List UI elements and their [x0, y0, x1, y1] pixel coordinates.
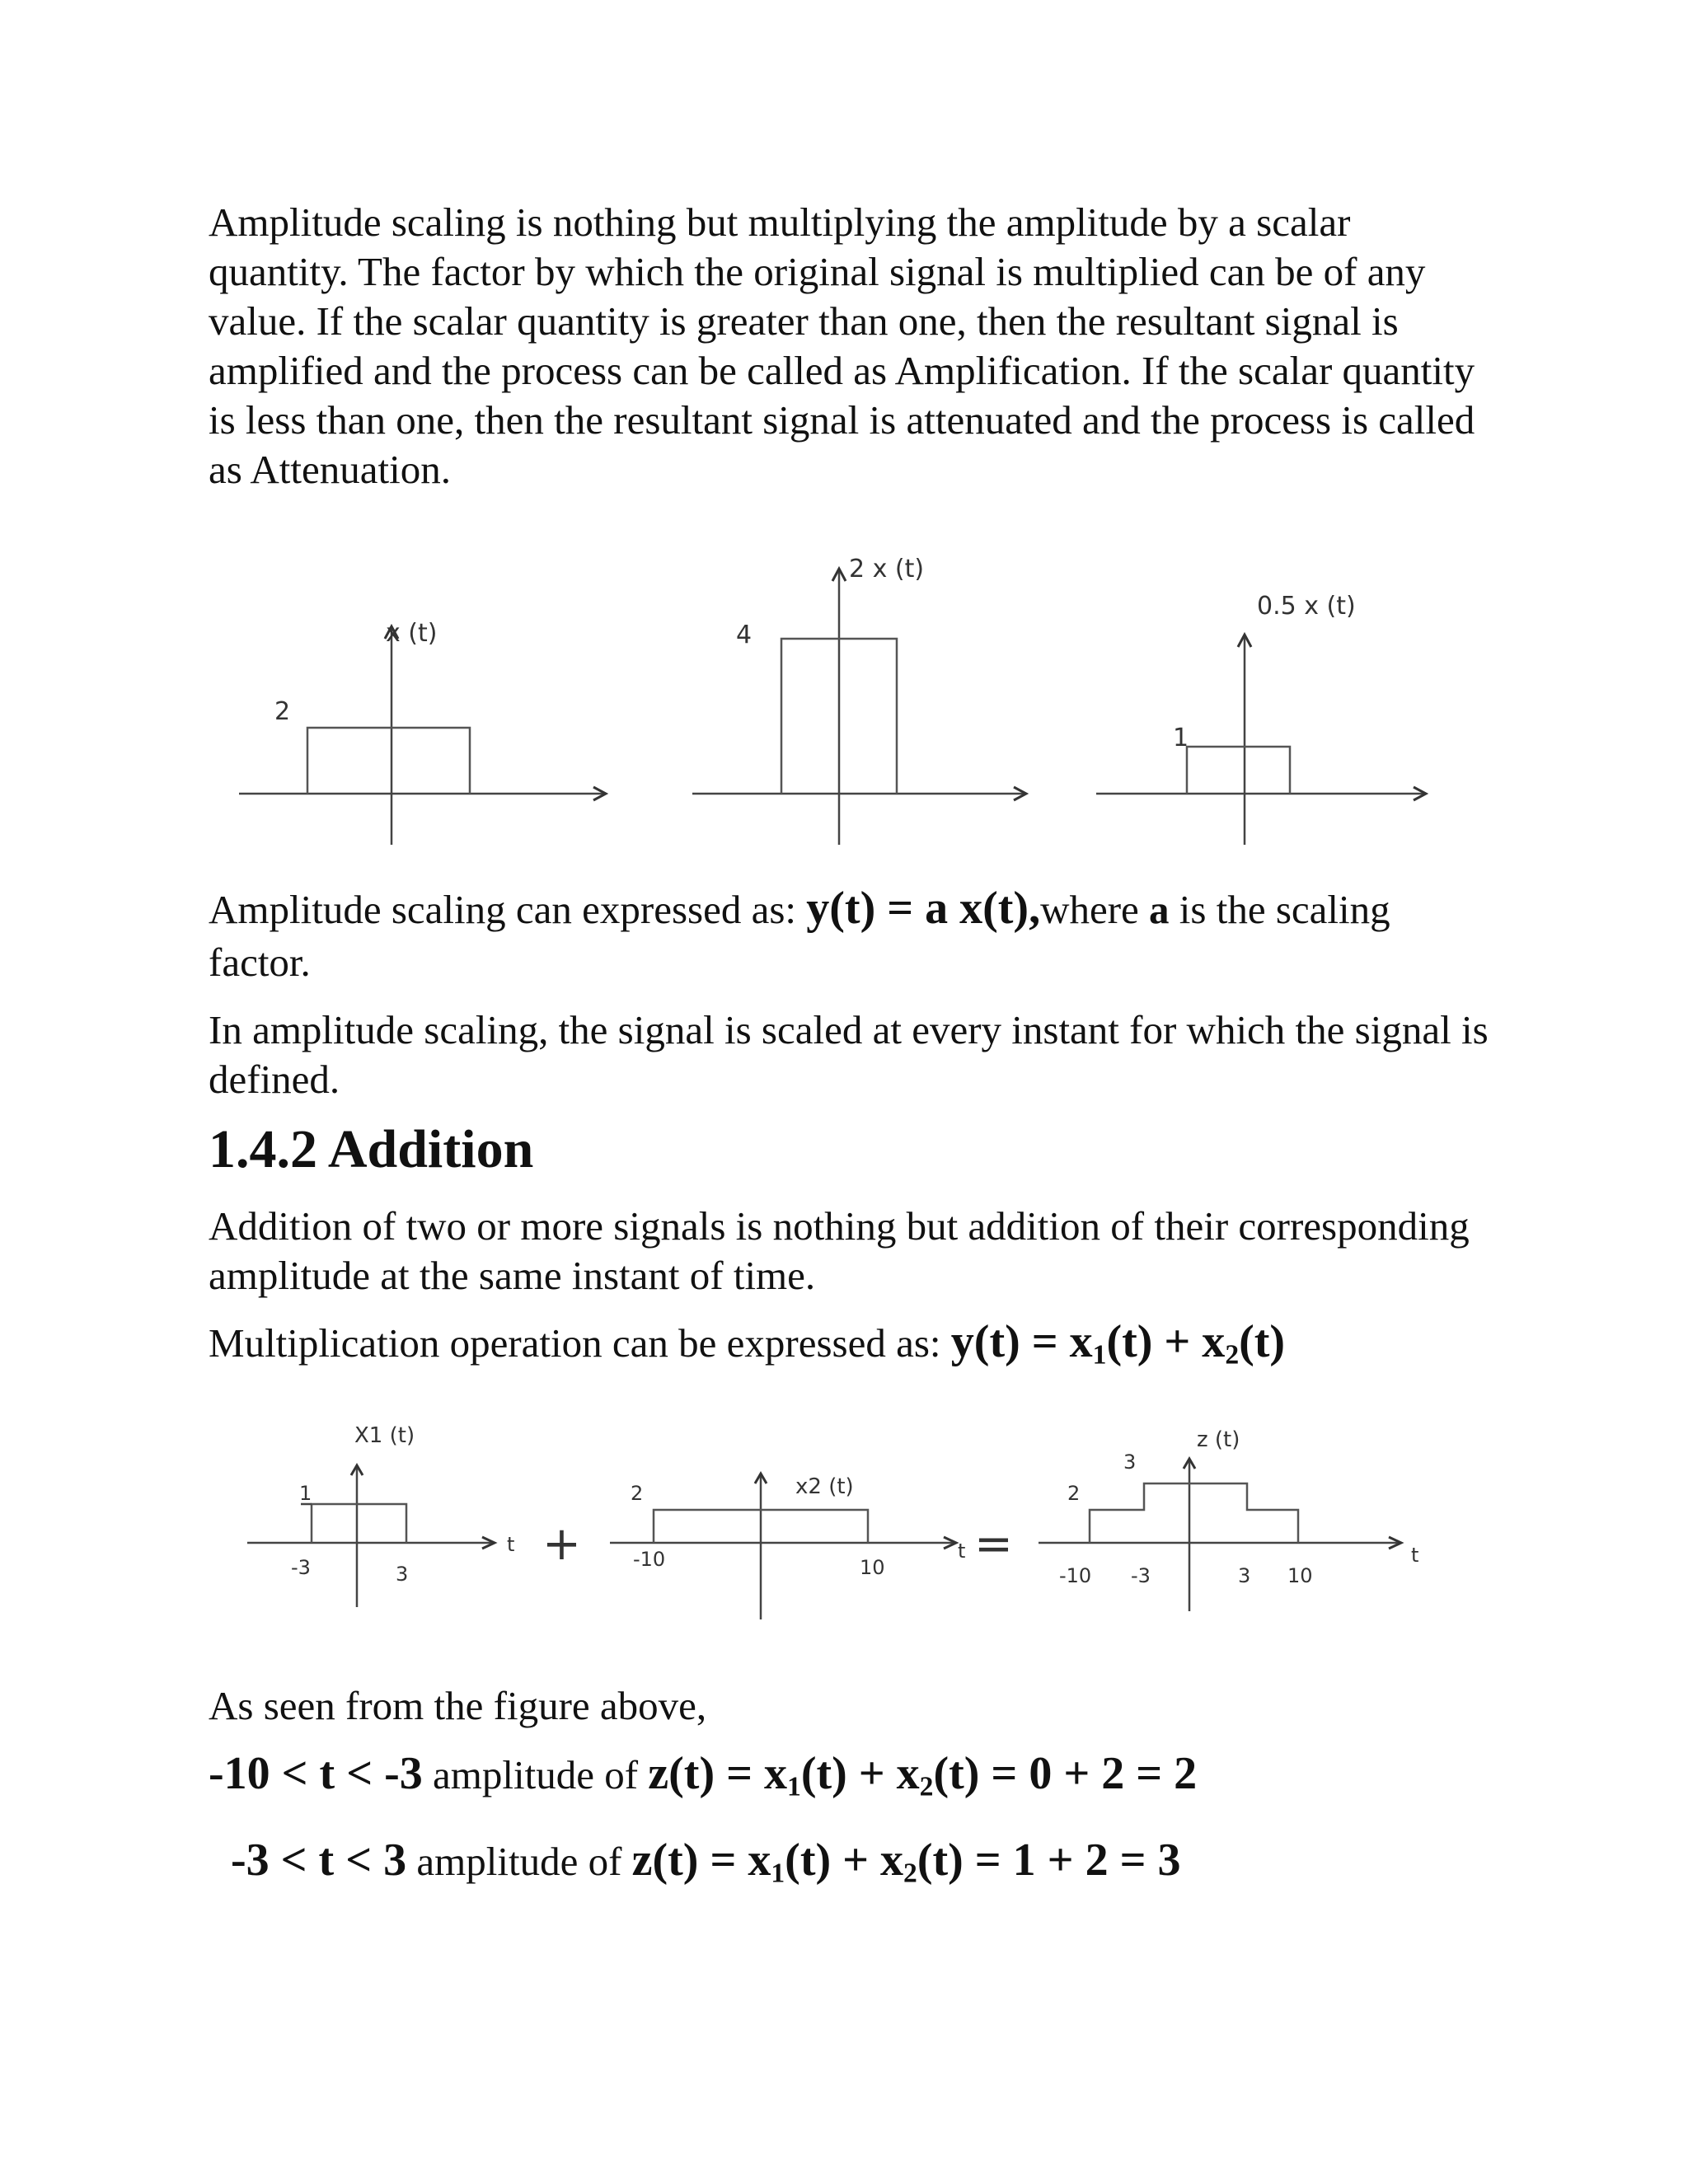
- x2-axis-label: t: [958, 1540, 966, 1563]
- addition-equation: [950, 1316, 1286, 1371]
- eq1-part: z(t) = x: [648, 1748, 788, 1799]
- x1-tmin: -3: [291, 1556, 311, 1579]
- section-heading: 1.4.2 Addition: [209, 1119, 534, 1179]
- plot-z-t: [1039, 1427, 1418, 1611]
- z-amplitude-outer: 2: [1067, 1482, 1081, 1505]
- x1-tmax: 3: [396, 1563, 409, 1586]
- z-axis-label: t: [1411, 1544, 1419, 1567]
- x2-tmax: 10: [860, 1556, 885, 1579]
- plot-x-t: [239, 619, 606, 845]
- eq1-sub: 2: [919, 1771, 934, 1802]
- scaling-variable: a: [1149, 887, 1170, 932]
- eq1-sub: 1: [787, 1771, 801, 1802]
- figure-reference-paragraph: As seen from the figure above,: [209, 1683, 707, 1728]
- plus-sign: +: [542, 1517, 581, 1571]
- line1-text: amplitude of: [422, 1752, 649, 1797]
- range-1: -10 < t < -3: [209, 1748, 423, 1799]
- addition-eq-part: y(t) = x: [950, 1316, 1093, 1367]
- plot-x1-t: [247, 1423, 514, 1607]
- plot-05x-t-amplitude: 1: [1173, 724, 1189, 752]
- plot-x-t-label: x (t): [386, 619, 438, 648]
- eq1-part: (t) = 0 + 2 = 2: [933, 1748, 1198, 1799]
- addition-eq-part: (t): [1239, 1316, 1286, 1367]
- scaling-expression-mid: where: [1040, 887, 1150, 932]
- signal-addition-figure: [0, 1418, 1688, 1632]
- eq2-sub: 2: [903, 1858, 917, 1889]
- plot-2x-t-amplitude: 4: [736, 621, 753, 649]
- scaling-instant-paragraph: In amplitude scaling, the signal is scaled at every instant for which the signal is defined.: [209, 1007, 1489, 1102]
- plot-05x-t: [1096, 592, 1426, 845]
- plot-05x-t-label: 0.5 x (t): [1257, 592, 1356, 621]
- equals-sign: =: [974, 1517, 1013, 1571]
- scaling-expression-suffix: is the scaling factor.: [209, 887, 1390, 985]
- addition-expression-prefix: Multiplication operation can be expressed as:: [209, 1320, 951, 1366]
- equation-line-2: [231, 1834, 1181, 1889]
- equation-1: [648, 1748, 1198, 1802]
- eq2-sub: 1: [771, 1858, 785, 1889]
- eq2-part: (t) = 1 + 2 = 3: [917, 1835, 1181, 1886]
- plot-2x-t: [692, 555, 1026, 845]
- addition-eq-sub: 1: [1092, 1339, 1107, 1371]
- eq2-part: z(t) = x: [631, 1835, 771, 1886]
- x2-tmin: -10: [633, 1548, 666, 1571]
- plot-x2-t: [610, 1474, 965, 1619]
- eq2-part: (t) + x: [785, 1835, 904, 1886]
- x1-label: X1 (t): [354, 1423, 415, 1448]
- range-2: -3 < t < 3: [231, 1835, 407, 1886]
- x2-amplitude: 2: [631, 1482, 644, 1505]
- plot-x-t-amplitude: 2: [274, 697, 291, 726]
- scaling-expression-paragraph: [209, 882, 1494, 989]
- z-tick: 3: [1238, 1564, 1251, 1587]
- z-tick: 10: [1287, 1564, 1313, 1587]
- z-tick: -3: [1131, 1564, 1151, 1587]
- scaling-expression-prefix: Amplitude scaling can expressed as:: [209, 887, 807, 932]
- addition-eq-part: (t) + x: [1106, 1316, 1226, 1367]
- z-label: z (t): [1197, 1427, 1240, 1452]
- x2-label: x2 (t): [795, 1474, 854, 1499]
- x1-axis-label: t: [507, 1533, 515, 1556]
- plot-2x-t-label: 2 x (t): [849, 555, 925, 583]
- line2-text: amplitude of: [406, 1839, 632, 1884]
- equation-line-1: [209, 1747, 1197, 1800]
- z-tick: -10: [1059, 1564, 1092, 1587]
- intro-paragraph: Amplitude scaling is nothing but multiplying the amplitude by a scalar quantity. The factor by which the original signal is multiplied can be of any value. If the scalar quantity is greater than one, then the resultant signal is amplified and the process can be called as Amplification. If the scalar quantity is less than one, then the resultant signal is attenuated and the process is called as Attenuation.: [209, 199, 1475, 492]
- scaling-equation: y(t) = a x(t),: [806, 883, 1041, 934]
- z-amplitude-inner: 3: [1123, 1451, 1137, 1474]
- eq1-part: (t) + x: [800, 1748, 920, 1799]
- x1-amplitude: 1: [299, 1482, 312, 1505]
- equation-2: [631, 1835, 1181, 1889]
- amplitude-scaling-figure: [0, 536, 1688, 865]
- addition-eq-sub: 2: [1225, 1339, 1240, 1371]
- addition-paragraph: Addition of two or more signals is nothing but addition of their corresponding amplitude at the same instant of time.: [209, 1203, 1470, 1298]
- addition-expression-paragraph: [209, 1316, 1494, 1371]
